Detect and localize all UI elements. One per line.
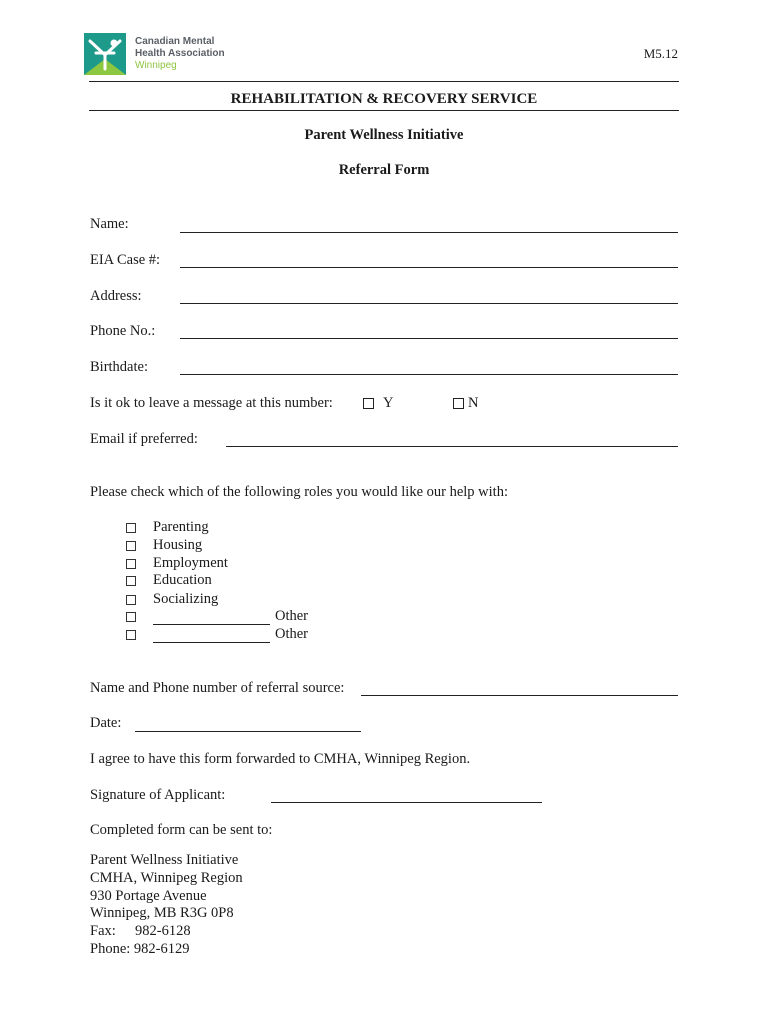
birthdate-label: Birthdate: (90, 359, 148, 375)
email-field[interactable] (226, 446, 678, 447)
address-label: Address: (90, 288, 142, 304)
name-field[interactable] (180, 232, 678, 233)
address-field[interactable] (180, 303, 678, 304)
other-field[interactable] (153, 624, 270, 625)
phone-line (90, 941, 243, 959)
eia-field[interactable] (180, 267, 678, 268)
cmha-logo-icon (84, 33, 126, 75)
birthdate-field[interactable] (180, 374, 678, 375)
role-label: Housing (153, 537, 203, 553)
header-rule-bottom (89, 110, 679, 111)
agreement-text: I agree to have this form forwarded to CMHA, Winnipeg Region. (90, 751, 471, 767)
send-to-label: Completed form can be sent to: (90, 822, 273, 838)
phone-field[interactable] (180, 338, 678, 339)
signature-field[interactable] (271, 802, 542, 803)
header-rule-top (89, 81, 679, 82)
other-field[interactable] (153, 642, 270, 643)
phone-number: 982-6129 (133, 940, 190, 957)
fax-line (90, 923, 243, 941)
no-checkbox[interactable] (453, 398, 464, 409)
form-title: Referral Form (338, 162, 430, 178)
yes-checkbox[interactable] (363, 398, 374, 409)
role-checkbox[interactable] (126, 541, 136, 551)
service-title: REHABILITATION & RECOVERY SERVICE (230, 91, 538, 107)
yes-label: Y (383, 395, 394, 411)
no-label: N (468, 395, 479, 411)
message-question: Is it ok to leave a message at this number: (90, 395, 333, 411)
phone-label-contact: Phone: (90, 940, 131, 957)
org-line-1: Canadian Mental (135, 36, 215, 47)
other-label: Other (275, 608, 309, 624)
address-line-4: Winnipeg, MB R3G 0P8 (90, 905, 234, 922)
fax-label: Fax: (90, 923, 116, 940)
address-line-3: 930 Portage Avenue (90, 887, 207, 904)
date-label: Date: (90, 715, 122, 731)
referral-source-field[interactable] (361, 695, 678, 696)
address-line-2: CMHA, Winnipeg Region (90, 869, 243, 886)
fax-number: 982-6128 (135, 923, 191, 940)
role-checkbox[interactable] (126, 576, 136, 586)
role-label: Parenting (153, 519, 209, 535)
referral-source-label: Name and Phone number of referral source: (90, 680, 345, 696)
org-name (135, 36, 225, 72)
mailing-address (90, 852, 243, 959)
program-title: Parent Wellness Initiative (304, 127, 464, 143)
eia-label: EIA Case #: (90, 252, 161, 268)
role-checkbox[interactable] (126, 630, 136, 640)
signature-label: Signature of Applicant: (90, 787, 226, 803)
role-label: Education (153, 572, 212, 588)
role-label: Socializing (153, 591, 219, 607)
role-checkbox[interactable] (126, 559, 136, 569)
phone-label: Phone No.: (90, 323, 156, 339)
org-city: Winnipeg (135, 60, 177, 71)
role-checkbox[interactable] (126, 523, 136, 533)
document-code: M5.12 (643, 46, 678, 61)
other-label: Other (275, 626, 309, 642)
role-checkbox[interactable] (126, 612, 136, 622)
role-label: Employment (153, 555, 228, 571)
roles-prompt: Please check which of the following roles you would like our help with: (90, 484, 508, 500)
name-label: Name: (90, 216, 129, 232)
role-checkbox[interactable] (126, 595, 136, 605)
address-line-1: Parent Wellness Initiative (90, 852, 239, 868)
email-label: Email if preferred: (90, 431, 198, 447)
date-field[interactable] (135, 731, 361, 732)
org-line-2: Health Association (135, 48, 225, 59)
